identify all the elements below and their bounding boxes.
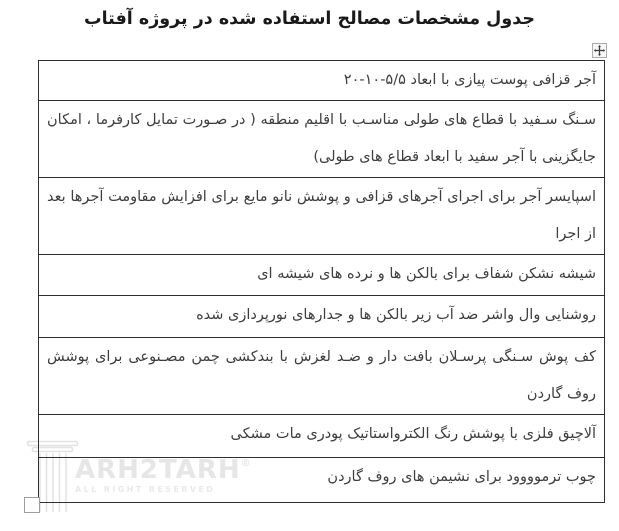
registered-trademark-icon: ® <box>240 458 251 469</box>
table-cell[interactable]: آلاچیق فلزی با پوشش رنگ الکترواستاتیک پودری مات مشکی <box>39 415 605 458</box>
table-row <box>39 458 605 503</box>
table-row <box>39 415 605 458</box>
watermark-brand-text: ARH2TARH <box>75 455 241 485</box>
table-row <box>39 338 605 415</box>
table-cell[interactable]: چوب ترموووود برای نشیمن های روف گاردن <box>39 458 605 503</box>
table-cell[interactable]: سـنگ سـفید با قطاع های طولی مناسـب با اقلیم منطقه ( در صـورت تمایل کارفرما ، امکان جایگزینی با آجر سفید با ابعاد قطاع های طولی) <box>39 101 605 178</box>
table-cell[interactable]: اسپایسر آجر برای اجرای آجرهای قزافی و پوشش نانو مایع برای افزایش مقاومت آجرها بعد از اجرا <box>39 178 605 255</box>
table-row <box>39 178 605 255</box>
table-move-handle[interactable] <box>592 43 607 58</box>
table-row <box>39 101 605 178</box>
materials-spec-table <box>38 60 605 503</box>
table-resize-handle[interactable] <box>24 497 40 513</box>
table-cell[interactable]: شیشه نشکن شفاف برای بالکن ها و نرده های شیشه ای <box>39 255 605 296</box>
page-title: جدول مشخصات مصالح استفاده شده در پروژه آفتاب <box>84 9 535 29</box>
table-row <box>39 255 605 296</box>
table-row <box>39 61 605 101</box>
watermark-tagline: ALL RIGHT RESERVED <box>75 485 216 494</box>
table-cell[interactable]: آجر قزافی پوست پیازی با ابعاد ۵/۵-۱۰-۲۰ <box>39 61 605 101</box>
table-cell[interactable]: کف پوش سـنگی پرسـلان بافت دار و ضـد لغزش با بندکشی چمن مصـنوعی برای پوشش روف گاردن <box>39 338 605 415</box>
materials-table-body <box>39 61 605 503</box>
move-arrows-icon <box>594 45 605 56</box>
table-cell[interactable]: روشنایی وال واشر ضد آب زیر بالکن ها و جدارهای نورپردازی شده <box>39 296 605 338</box>
table-row <box>39 296 605 338</box>
